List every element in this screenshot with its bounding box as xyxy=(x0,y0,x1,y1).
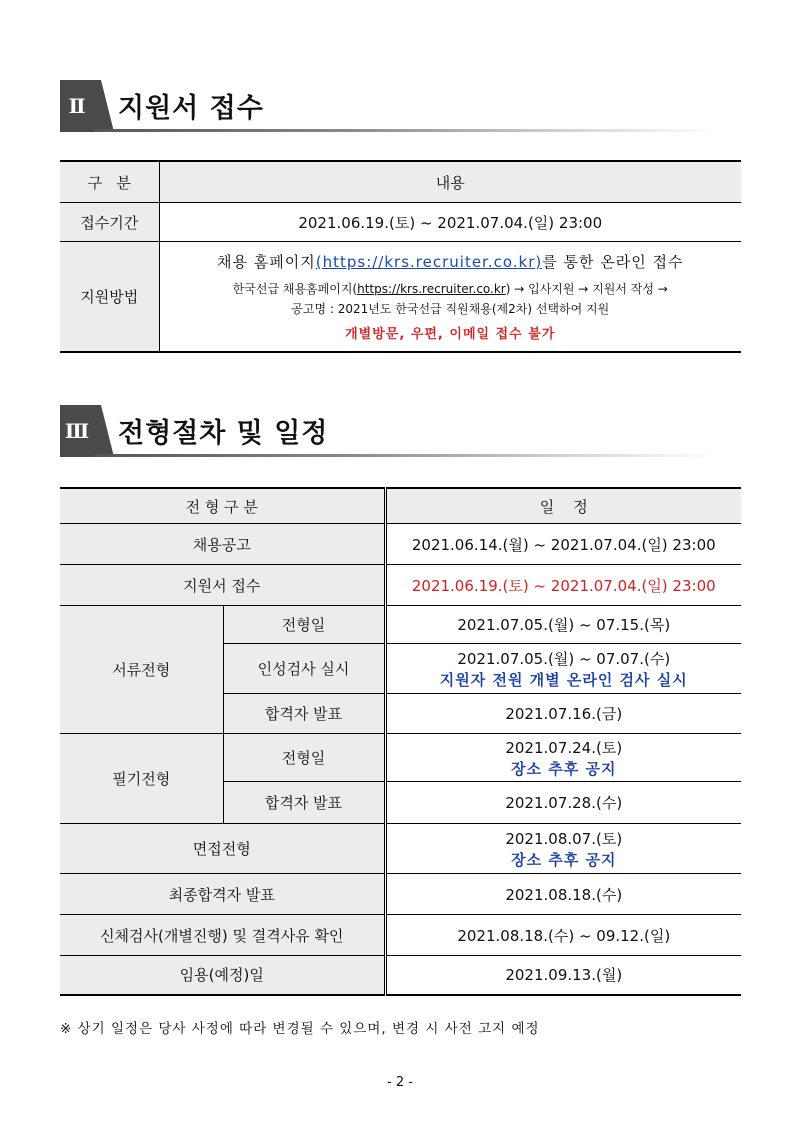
row-label: 신체검사(개별진행) 및 결격사유 확인 xyxy=(60,915,385,956)
row-note: 장소 추후 공지 xyxy=(511,850,617,869)
column-header: 일 정 xyxy=(385,488,741,524)
row-value: 2021.07.24.(토) xyxy=(505,738,623,757)
table-row xyxy=(60,565,741,606)
row-group-label: 필기전형 xyxy=(60,734,223,824)
row-value: 2021.08.18.(수) xyxy=(385,874,741,915)
row-label: 채용공고 xyxy=(60,524,385,565)
row-label: 전형일 xyxy=(223,734,385,782)
row-label: 합격자 발표 xyxy=(223,782,385,824)
section-number: Ⅱ xyxy=(60,80,94,132)
table-row xyxy=(60,242,741,352)
method-text: ) → 입사지원 → 지원서 작성 → xyxy=(505,281,668,296)
section-number: Ⅲ xyxy=(60,405,94,457)
row-value: 2021.07.05.(월) ~ 07.15.(목) xyxy=(385,606,741,644)
table-row xyxy=(60,874,741,915)
period-value: 2021.06.19.(토) ~ 2021.07.04.(일) 23:00 xyxy=(159,203,741,242)
table-row xyxy=(60,734,741,782)
row-value: 2021.07.05.(월) ~ 07.07.(수) xyxy=(457,649,671,668)
table-row xyxy=(60,606,741,644)
row-label: 임용(예정)일 xyxy=(60,956,385,995)
method-cell xyxy=(159,242,741,352)
application-table xyxy=(60,160,741,353)
row-label: 접수기간 xyxy=(60,203,159,242)
row-value: 2021.08.07.(토) xyxy=(505,829,623,848)
table-header-row xyxy=(60,161,741,203)
section-title: 지원서 접수 xyxy=(118,93,264,124)
homepage-link[interactable]: (https://krs.recruiter.co.kr) xyxy=(315,252,543,271)
method-text: 를 통한 온라인 접수 xyxy=(542,252,684,271)
section-header-schedule xyxy=(60,405,720,457)
row-label: 지원서 접수 xyxy=(60,565,385,606)
header-decoration xyxy=(94,405,114,457)
row-label: 합격자 발표 xyxy=(223,694,385,734)
column-header: 구 분 xyxy=(60,161,159,203)
row-value: 2021.07.28.(수) xyxy=(385,782,741,824)
header-decoration xyxy=(94,80,114,132)
row-value-cell xyxy=(385,644,741,694)
row-value-cell xyxy=(385,824,741,874)
section-title: 전형절차 및 일정 xyxy=(118,418,329,449)
row-value: 2021.06.19.(토) ~ 2021.07.04.(일) 23:00 xyxy=(385,565,741,606)
header-underline xyxy=(94,129,720,132)
row-note: 장소 추후 공지 xyxy=(511,759,617,778)
page-number: - 2 - xyxy=(387,1075,413,1090)
row-group-label: 서류전형 xyxy=(60,606,223,734)
method-text: 채용 홈페이지 xyxy=(217,252,316,271)
column-header: 전 형 구 분 xyxy=(60,488,385,524)
method-text: 한국선급 채용홈페이지( xyxy=(232,281,358,296)
footnote: ※ 상기 일정은 당사 사정에 따라 변경될 수 있으며, 변경 시 사전 고지 예정 xyxy=(60,1021,540,1037)
method-warning: 개별방문, 우편, 이메일 접수 불가 xyxy=(345,326,556,342)
row-label: 인성검사 실시 xyxy=(223,644,385,694)
row-label: 면접전형 xyxy=(60,824,385,874)
homepage-link[interactable]: https://krs.recruiter.co.kr xyxy=(357,281,506,296)
section-header-application xyxy=(60,80,720,132)
table-row xyxy=(60,915,741,956)
row-value: 2021.06.14.(월) ~ 2021.07.04.(일) 23:00 xyxy=(385,524,741,565)
row-value: 2021.08.18.(수) ~ 09.12.(일) xyxy=(385,915,741,956)
method-text: 공고명 : 2021년도 한국선급 직원채용(제2차) 선택하여 지원 xyxy=(291,301,610,316)
table-row xyxy=(60,524,741,565)
header-underline xyxy=(94,454,720,457)
table-row xyxy=(60,824,741,874)
row-label: 전형일 xyxy=(223,606,385,644)
table-row xyxy=(60,203,741,242)
row-value: 2021.07.16.(금) xyxy=(385,694,741,734)
row-label: 최종합격자 발표 xyxy=(60,874,385,915)
table-header-row xyxy=(60,488,741,524)
row-value-cell xyxy=(385,734,741,782)
row-note: 지원자 전원 개별 온라인 검사 실시 xyxy=(439,670,688,689)
row-label: 지원방법 xyxy=(60,242,159,352)
table-row xyxy=(60,956,741,995)
row-value: 2021.09.13.(월) xyxy=(385,956,741,995)
schedule-table xyxy=(60,487,741,996)
column-header: 내용 xyxy=(159,161,741,203)
